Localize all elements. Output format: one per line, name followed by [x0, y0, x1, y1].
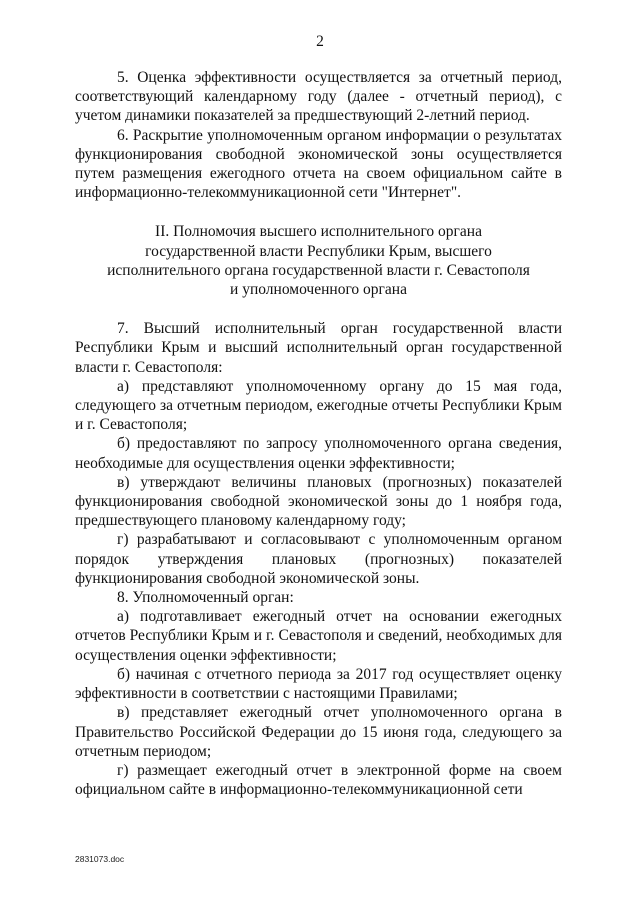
paragraph-8: 8. Уполномоченный орган:	[117, 589, 294, 607]
section-heading-line: исполнительного органа государственной власти г. Севастополя	[107, 261, 530, 279]
section-heading-line: II. Полномочия высшего исполнительного органа	[155, 223, 482, 241]
paragraph-8v: в) представляет ежегодный отчет уполномоченного органа в Правительство Российской Федерации до 15 июня года, следующего за отчетным периодом;	[75, 704, 562, 760]
paragraph-8b: б) начиная с отчетного периода за 2017 год осуществляет оценку эффективности в соответствии с настоящими Правилами;	[75, 665, 562, 703]
section-heading	[75, 222, 562, 299]
section-heading-line: государственной власти Республики Крым, высшего	[145, 242, 492, 260]
paragraph-7v: в) утверждают величины плановых (прогнозных) показателей функционирования свободной экономической зоны до 1 ноября года, предшествующего плановому календарному году;	[75, 473, 562, 530]
paragraph-8g: г) размещает ежегодный отчет в электронной форме на своем официальном сайте в информационно-телекоммуникационной сети	[75, 761, 562, 799]
paragraph-7b: б) предоставляют по запросу уполномоченного органа сведения, необходимые для осуществления оценки эффективности;	[75, 435, 562, 472]
paragraph-8a: а) подготавливает ежегодный отчет на основании ежегодных отчетов Республики Крым и г. Севастополя и сведений, необходимых для осуществления оценки эффективности;	[75, 608, 562, 664]
paragraph-7a: а) представляют уполномоченному органу до 15 мая года, следующего за отчетным периодом, ежегодные отчеты Республики Крым и г. Севастополя;	[75, 377, 562, 434]
paragraph-6: 6. Раскрытие уполномоченным органом информации о результатах функционирования свободной экономической зоны осуществляется путем размещения ежегодного отчета на своем официальном сайте в информационно-телекоммуникационной сети "Интернет".	[75, 126, 562, 202]
document-file-code: 2831073.doc	[75, 854, 125, 864]
paragraph-7: 7. Высший исполнительный орган государственной власти Республики Крым и высший исполнительный орган государственной власти г. Севастополя:	[75, 320, 562, 376]
paragraph-5: 5. Оценка эффективности осуществляется за отчетный период, соответствующий календарному году (далее - отчетный период), с учетом динамики показателей за предшествующий 2-летний период.	[75, 69, 562, 125]
document-body	[75, 68, 562, 799]
page-number: 2	[316, 33, 324, 50]
section-heading-line: и уполномоченного органа	[230, 281, 407, 299]
paragraph-7g: г) разрабатывают и согласовывают с уполномоченным органом порядок утверждения плановых (прогнозных) показателей функционирования свободной экономической зоны.	[75, 531, 562, 587]
